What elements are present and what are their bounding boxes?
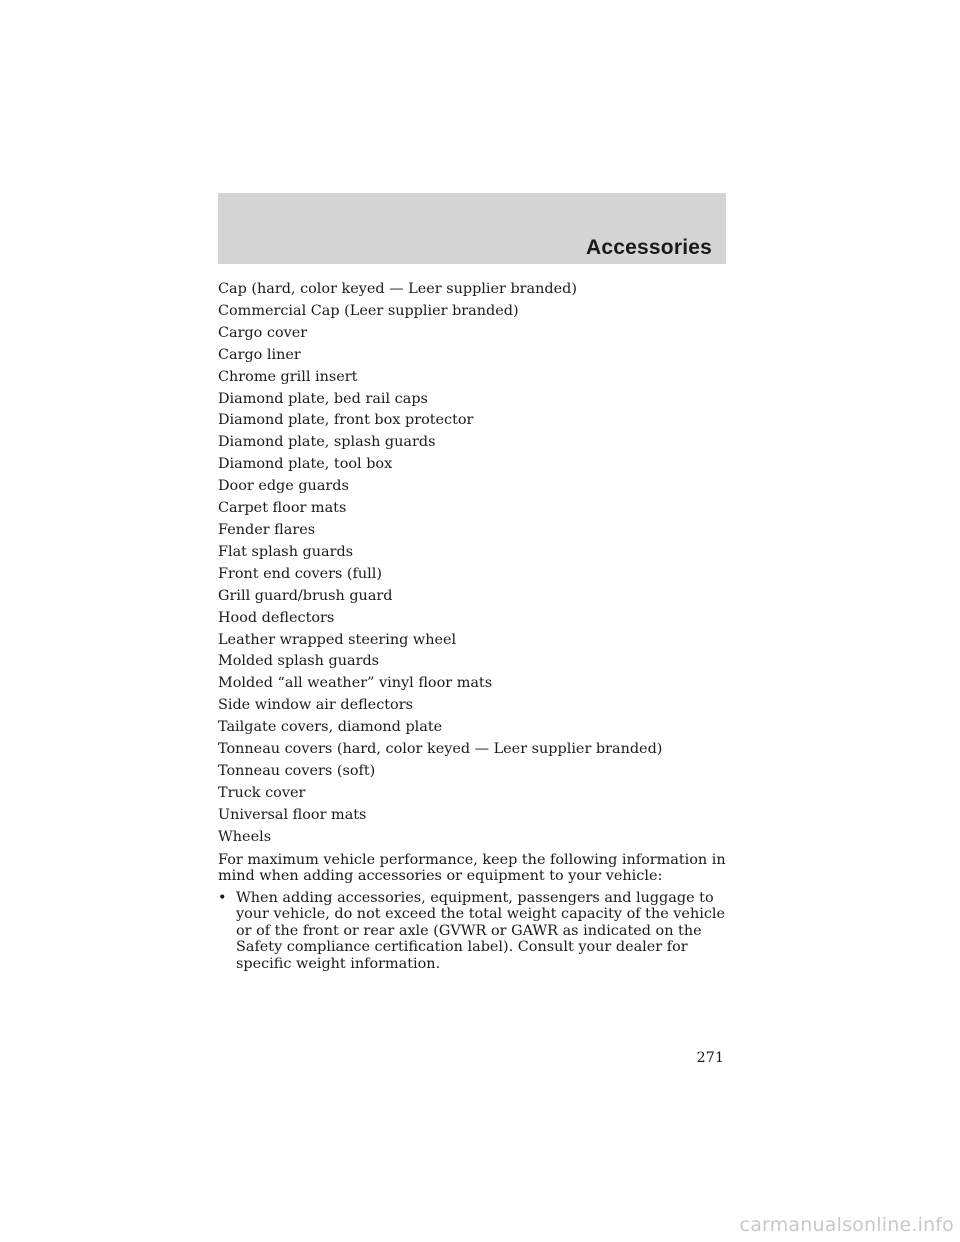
intro-paragraph: For maximum vehicle performance, keep the following information in mind when adding accessories or equipment to your vehicle: [218,851,726,885]
list-item: Wheels [218,828,272,845]
list-item: Fender flares [218,521,316,538]
list-item: Tailgate covers, diamond plate [218,719,443,736]
watermark: carmanualsonline.info [739,1214,954,1236]
list-item: Hood deflectors [218,609,335,626]
page-content [218,279,726,972]
list-item: Diamond plate, splash guards [218,434,436,451]
list-item: Molded splash guards [218,653,380,670]
list-item: Universal floor mats [218,806,367,823]
list-item: Leather wrapped steering wheel [218,631,457,648]
bullet-text: When adding accessories, equipment, passengers and luggage to your vehicle, do not exceed the total weight capacity of the vehicle or of the front or rear axle (GVWR or GAWR as indicated on the Safety compliance certification label). Consult your dealer for specific weight information. [236,889,725,972]
page-number: 271 [696,1050,724,1066]
list-item: Chrome grill insert [218,368,358,385]
section-header-band [218,193,726,264]
list-item: Diamond plate, front box protector [218,412,474,429]
accessory-list [218,279,726,849]
list-item: Tonneau covers (soft) [218,762,376,779]
bullet-item [218,890,726,973]
list-item: Molded “all weather” vinyl floor mats [218,675,493,692]
list-item: Commercial Cap (Leer supplier branded) [218,302,519,319]
list-item: Flat splash guards [218,543,354,560]
list-item: Front end covers (full) [218,565,382,582]
bullet-mark: • [218,889,227,906]
section-title: Accessories [586,236,712,259]
list-item: Grill guard/brush guard [218,587,393,604]
list-item: Cargo cover [218,324,308,341]
list-item: Truck cover [218,784,306,801]
list-item: Diamond plate, tool box [218,456,393,473]
list-item: Cargo liner [218,346,301,363]
list-item: Diamond plate, bed rail caps [218,390,428,407]
list-item: Door edge guards [218,478,349,495]
list-item: Cap (hard, color keyed — Leer supplier branded) [218,281,577,297]
list-item: Side window air deflectors [218,697,413,714]
list-item: Carpet floor mats [218,500,347,517]
list-item: Tonneau covers (hard, color keyed — Leer supplier branded) [218,741,663,758]
